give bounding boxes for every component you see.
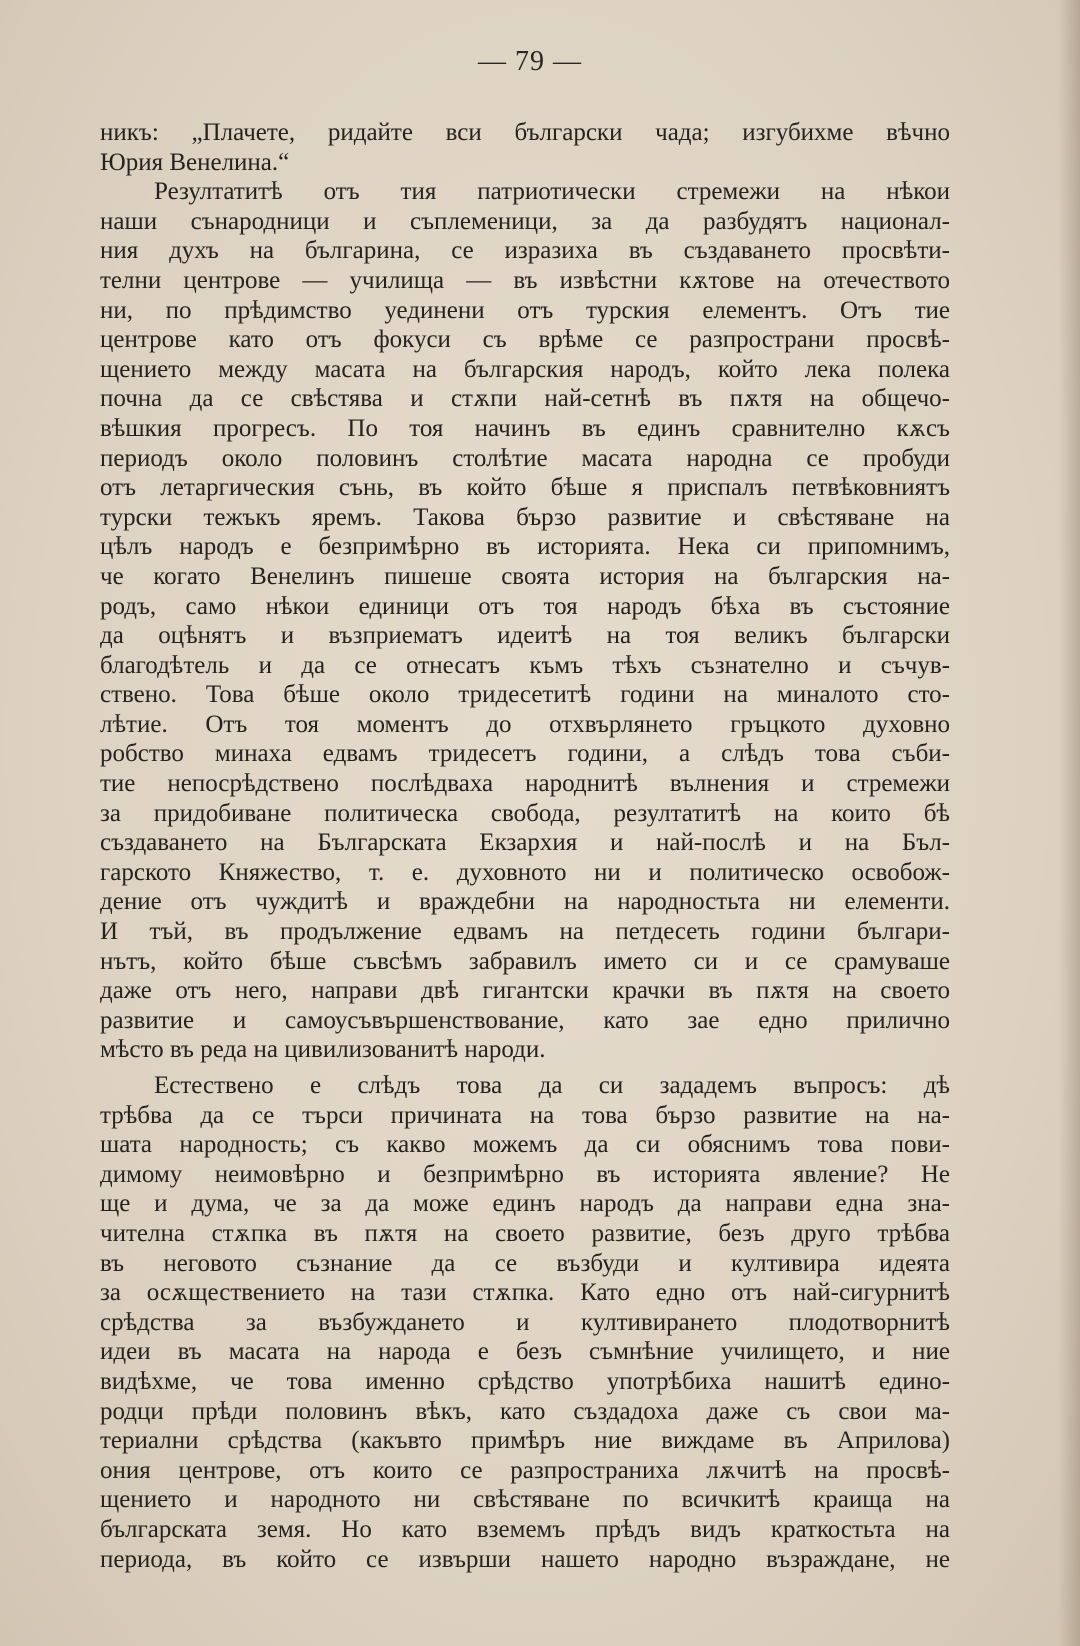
- text-line: щението между масата на българския народъ, който лека полека: [100, 355, 950, 383]
- text-line: чителна стѫпка въ пѫтя на своето развитие, безъ друго трѣбва: [100, 1219, 950, 1247]
- text-line: за придобиване политическа свобода, резултатитѣ на които бѣ: [100, 799, 950, 827]
- text-line: дение отъ чуждитѣ и враждебни на народностьта ни елементи.: [100, 888, 950, 916]
- paragraph: [100, 118, 950, 177]
- text-line: благодѣтель и да се отнесатъ къмъ тѣхъ съзнателно и съчув-: [100, 651, 950, 679]
- page-number: — 79 —: [478, 46, 582, 77]
- text-line: телни центрове — училища — въ извѣстни кѫтове на отечеството: [100, 266, 950, 294]
- page-edge-shadow: [1058, 0, 1080, 1646]
- text-line: никъ: „Плачете, ридайте вси български чада; изгубихме вѣчно: [100, 119, 950, 146]
- text-line: цѣлъ народъ е безпримѣрно въ историята. Нека си припомнимъ,: [100, 533, 950, 561]
- text-line: видѣхме, че това именно срѣдство употрѣбиха нашитѣ едино-: [100, 1367, 950, 1395]
- text-line: ни, по прѣдимство уединени отъ турския елементъ. Отъ тие: [100, 296, 950, 324]
- text-line: периодъ около половинъ столѣтие масата народна се пробуди: [100, 444, 950, 472]
- text-line: даже отъ него, направи двѣ гигантски крачки въ пѫтя на своето: [100, 977, 950, 1005]
- text-line: идеи въ масата на народа е безъ съмнѣние училището, и ние: [100, 1338, 950, 1366]
- text-line: почна да се свѣстява и стѫпи най-сетнѣ въ пѫтя на общечо-: [100, 385, 950, 413]
- text-line: трѣбва да се търси причината на това бързо развитие на на-: [100, 1101, 950, 1129]
- text-line: че когато Венелинъ пишеше своята история на българския на-: [100, 562, 950, 590]
- text-line: ния духъ на българина, се изразиха въ създаването просвѣти-: [100, 237, 950, 265]
- text-line: развитие и самоусъвършенствование, като зае едно прилично: [100, 1006, 950, 1034]
- text-line: Резултатитѣ отъ тия патриотически стремежи на нѣкои: [154, 178, 950, 206]
- text-line: създаването на Българската Екзархия и най-послѣ и на Бъл-: [100, 829, 950, 857]
- paragraph: [100, 1071, 950, 1574]
- text-line: мѣсто въ реда на цивилизованитѣ народи.: [100, 1036, 546, 1064]
- text-line: срѣдства за възбуждането и култивирането плодотворнитѣ: [100, 1308, 950, 1336]
- text-line: ще и дума, че за да може единъ народъ да направи една зна-: [100, 1190, 950, 1218]
- text-line: центрове като отъ фокуси съ врѣме се разпространи просвѣ-: [100, 326, 950, 354]
- text-line: родъ, само нѣкои единици отъ тоя народъ бѣха въ състояние: [100, 592, 950, 620]
- text-line: ствено. Това бѣше около тридесетитѣ години на миналото сто-: [100, 681, 950, 709]
- text-line: да оцѣнятъ и възприематъ идеитѣ на тоя великъ български: [100, 622, 950, 650]
- text-line: щението и народното ни свѣстяване по всичкитѣ краища на: [100, 1486, 950, 1514]
- text-line: въ неговото съзнание да се възбуди и култивира идеята: [100, 1249, 950, 1277]
- body-text: [100, 118, 950, 1574]
- text-line: за осѫществението на тази стѫпка. Като едно отъ най-сигурнитѣ: [100, 1279, 950, 1307]
- text-line: робство минаха едвамъ тридесетъ години, а слѣдъ това съби-: [100, 740, 950, 768]
- text-line: нътъ, който бѣше съвсѣмъ забравилъ името си и се срамуваше: [100, 947, 950, 975]
- text-line: наши сънародници и съплеменици, за да разбудятъ национал-: [100, 207, 950, 235]
- text-line: шата народность; съ какво можемъ да си обяснимъ това пови-: [100, 1131, 950, 1159]
- text-line: Юрия Венелина.“: [100, 148, 290, 176]
- text-line: териални срѣдства (какъвто примѣръ ние виждаме въ Априлова): [100, 1427, 950, 1455]
- text-line: отъ летаргическия сънь, въ който бѣше я приспалъ петвѣковниятъ: [100, 474, 950, 502]
- text-line: гарското Княжество, т. е. духовното ни и политическо освобож-: [100, 858, 950, 886]
- text-line: тие непосрѣдствено послѣдваха народнитѣ вълнения и стремежи: [100, 770, 950, 798]
- text-line: ония центрове, отъ които се разпространиха лѫчитѣ на просвѣ-: [100, 1456, 950, 1484]
- text-line: Естествено е слѣдъ това да си зададемъ въпросъ: дѣ: [154, 1072, 950, 1099]
- text-line: турски тежъкъ яремъ. Такова бързо развитие и свѣстяване на: [100, 503, 950, 531]
- text-line: И тъй, въ продължение едвамъ на петдесеть години българи-: [100, 918, 950, 946]
- text-line: лѣтие. Отъ тоя моментъ до отхвърлянето гръцкото духовно: [100, 710, 950, 738]
- text-line: българската земя. Но като вземемъ прѣдъ видъ краткостьта на: [100, 1515, 950, 1543]
- text-line: димому неимовѣрно и безпримѣрно въ историята явление? Не: [100, 1160, 950, 1188]
- text-line: периода, въ който се извърши нашето народно възраждане, не: [100, 1545, 950, 1573]
- text-line: родци прѣди половинъ вѣкъ, като създадоха даже съ свои ма-: [100, 1397, 950, 1425]
- text-line: вѣшкия прогресъ. По тоя начинъ въ единъ сравнително кѫсъ: [100, 414, 950, 442]
- paragraph: [100, 177, 950, 1065]
